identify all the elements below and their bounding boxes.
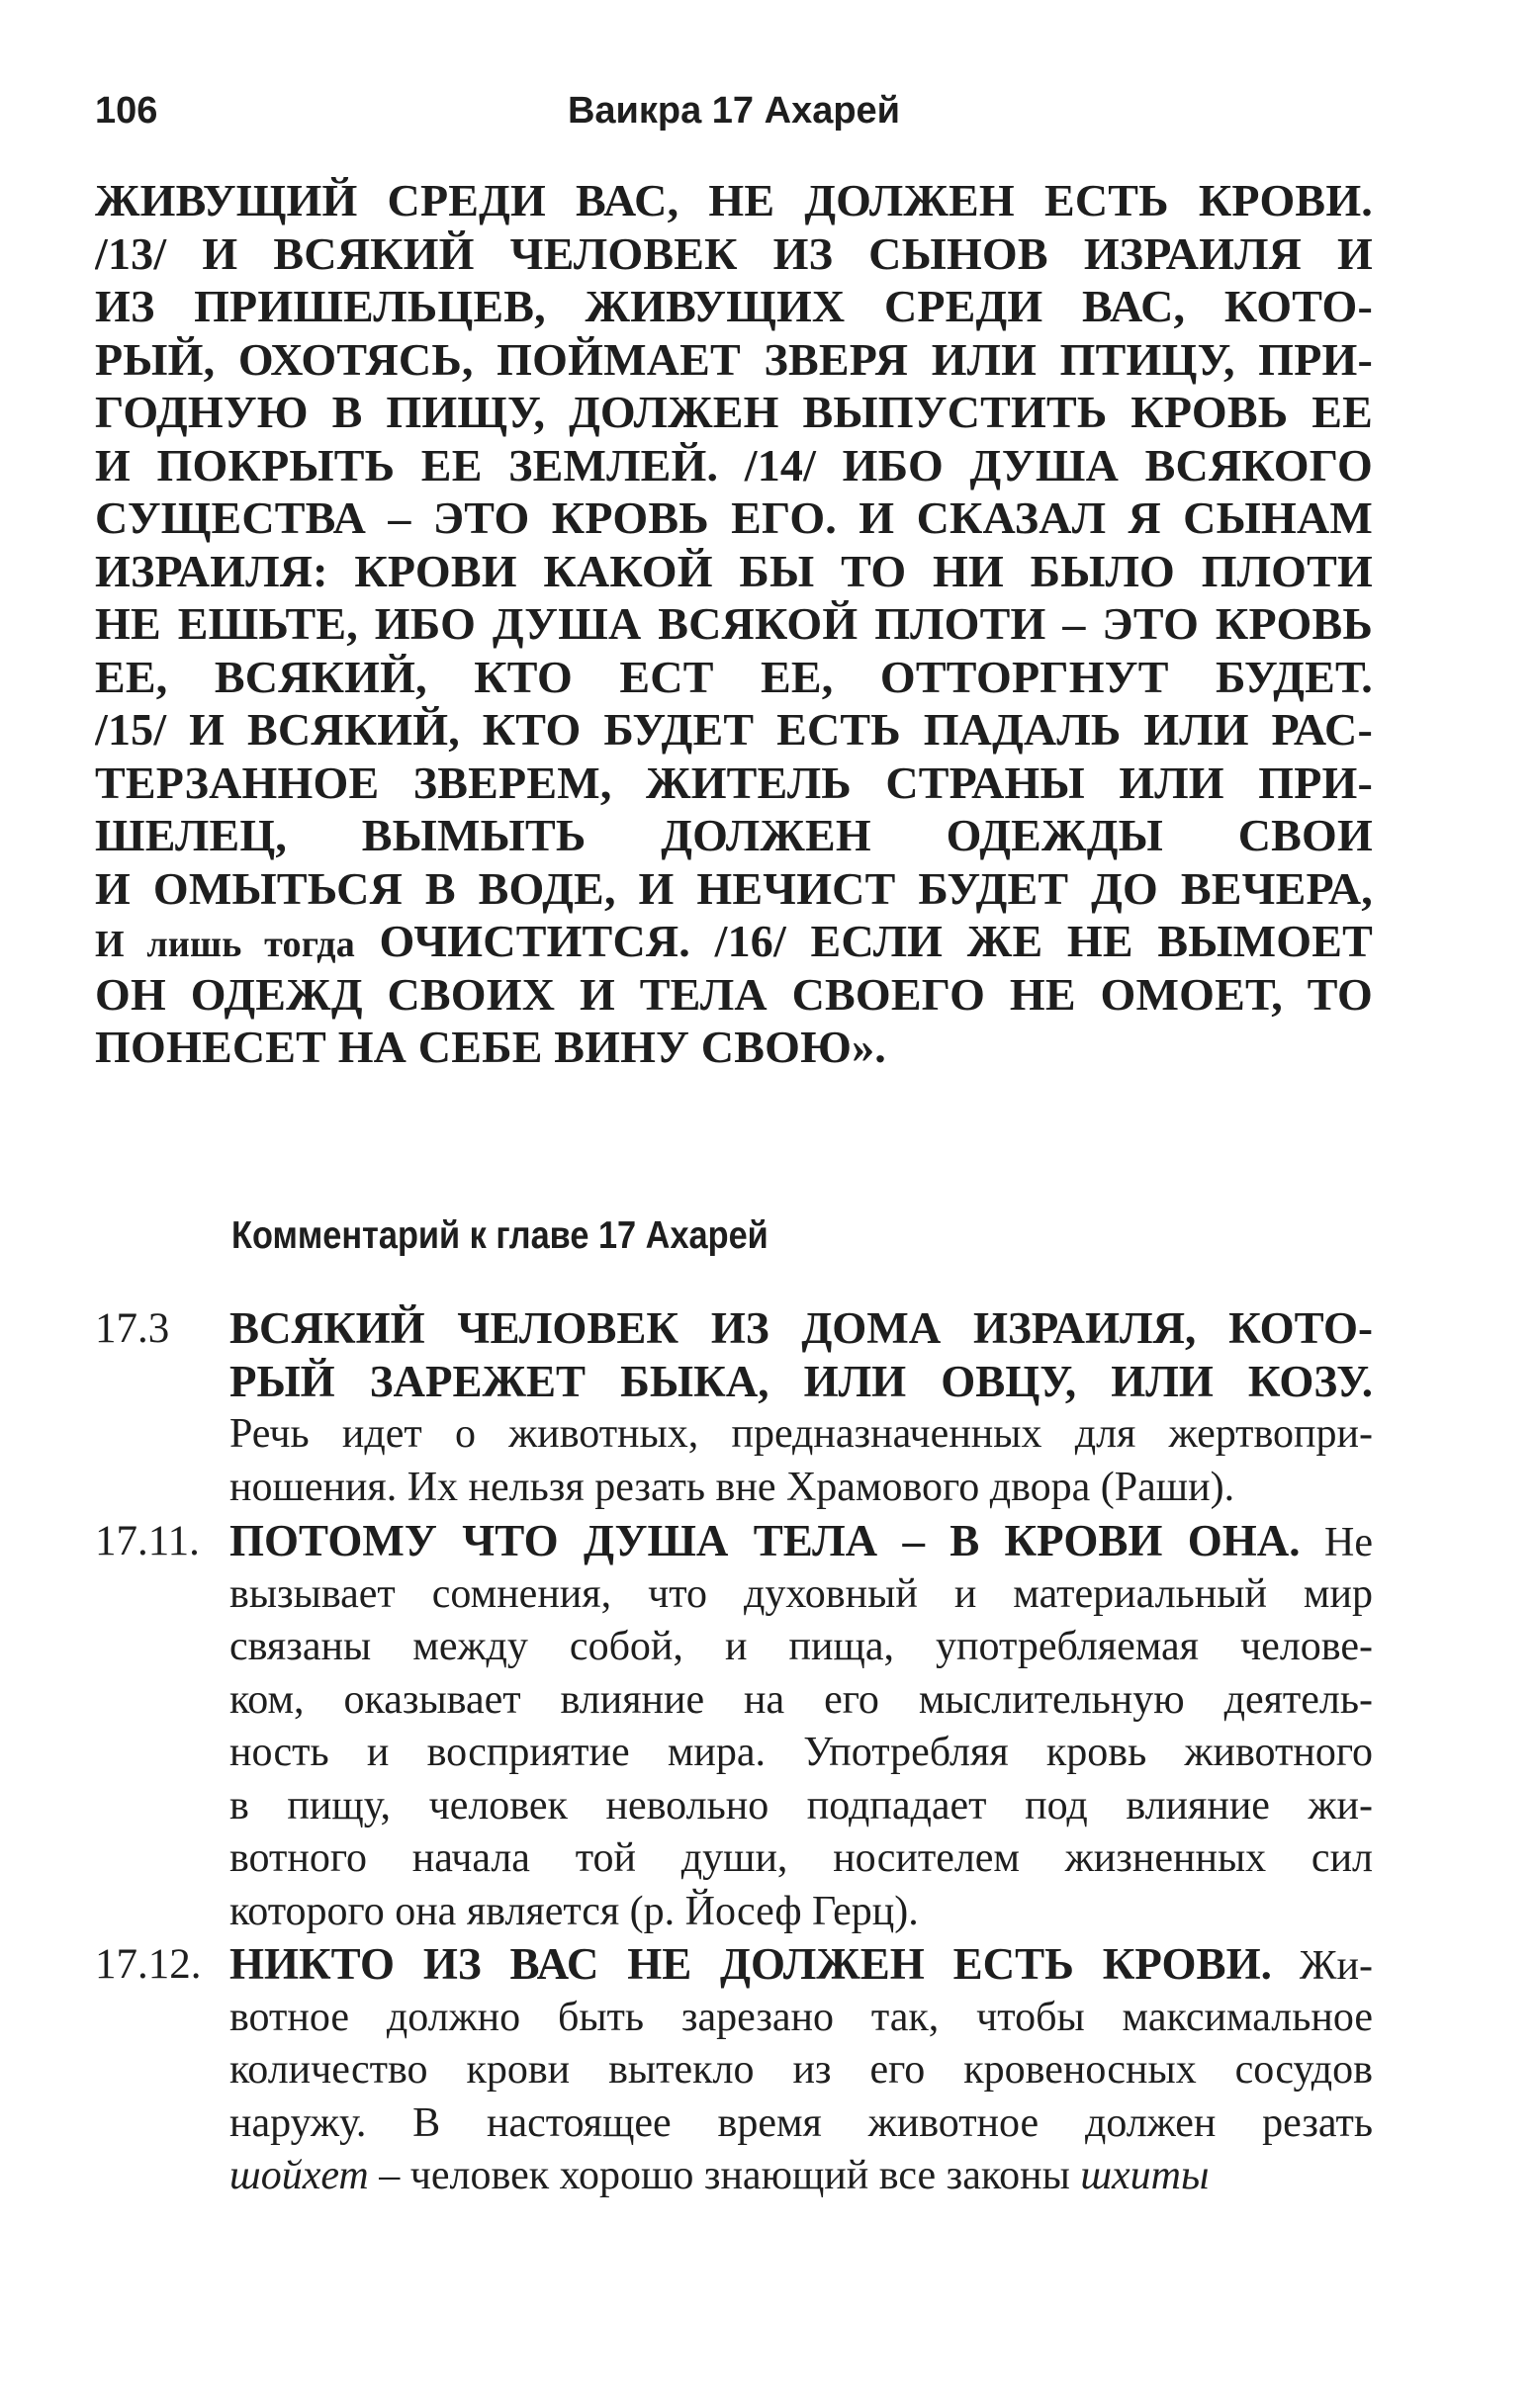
verse-line: ТЕРЗАННОЕ ЗВЕРЕМ, ЖИТЕЛЬ СТРАНЫ ИЛИ ПРИ- bbox=[95, 757, 1373, 808]
entry-number: 17.12. bbox=[95, 1941, 202, 1988]
verse-line: /15/ И ВСЯКИЙ, КТО БУДЕТ ЕСТЬ ПАДАЛЬ ИЛИ РАС- bbox=[95, 704, 1373, 755]
commentary-line: ношения. Их нельзя резать вне Храмового двора (Раши). bbox=[229, 1464, 1235, 1510]
verse-line: ЕЕ, ВСЯКИЙ, КТО ЕСТ ЕЕ, ОТТОРГНУТ БУДЕТ. bbox=[95, 651, 1373, 702]
small-caps-run: И лишь тогда bbox=[95, 924, 355, 965]
verse-line: РЫЙ, ОХОТЯСЬ, ПОЙМАЕТ ЗВЕРЯ ИЛИ ПТИЦУ, ПРИ- bbox=[95, 333, 1373, 385]
commentary-line: вызывает сомнения, что духовный и материальный мир bbox=[229, 1570, 1373, 1617]
commentary-line: НИКТО ИЗ ВАС НЕ ДОЛЖЕН ЕСТЬ КРОВИ. Жи- bbox=[229, 1939, 1373, 1989]
verse-line: И ПОКРЫТЬ ЕЕ ЗЕМЛЕЙ. /14/ ИБО ДУША ВСЯКОГО bbox=[95, 439, 1373, 491]
verse-line: ИЗ ПРИШЕЛЬЦЕВ, ЖИВУЩИХ СРЕДИ ВАС, КОТО- bbox=[95, 281, 1373, 331]
verse-line: ОН ОДЕЖД СВОИХ И ТЕЛА СВОЕГО НЕ ОМОЕТ, ТО bbox=[95, 968, 1373, 1020]
entry-body bbox=[229, 1938, 1373, 2203]
commentary-line: ность и восприятие мира. Употребляя кровь животного bbox=[229, 1730, 1373, 1775]
commentary-line: РЫЙ ЗАРЕЖЕТ БЫКА, ИЛИ ОВЦУ, ИЛИ КОЗУ. bbox=[229, 1356, 1373, 1406]
commentary-line: вотного начала той души, носителем жизненных сил bbox=[229, 1835, 1373, 1881]
verse-line: /13/ И ВСЯКИЙ ЧЕЛОВЕК ИЗ СЫНОВ ИЗРАИЛЯ И bbox=[95, 227, 1373, 279]
entry-body bbox=[229, 1302, 1373, 1514]
verse-line: ИЗРАИЛЯ: КРОВИ КАКОЙ БЫ ТО НИ БЫЛО ПЛОТИ bbox=[95, 545, 1373, 596]
page-number: 106 bbox=[95, 90, 158, 132]
commentary-line: в пищу, человек невольно подпадает под влияние жи- bbox=[229, 1782, 1373, 1828]
commentary-line: количество крови вытекло из его кровеносных сосудов bbox=[229, 2047, 1373, 2093]
italic-term: шойхет bbox=[229, 2153, 369, 2198]
commentary-line: связаны между собой, и пища, употребляемая челове- bbox=[229, 1624, 1373, 1669]
entry-body bbox=[229, 1515, 1373, 1938]
verse-line: ЖИВУЩИЙ СРЕДИ ВАС, НЕ ДОЛЖЕН ЕСТЬ КРОВИ. bbox=[95, 175, 1373, 225]
verse-line: ГОДНУЮ В ПИЩУ, ДОЛЖЕН ВЫПУСТИТЬ КРОВЬ ЕЕ bbox=[95, 387, 1373, 437]
lemma: ПОТОМУ ЧТО ДУША ТЕЛА – В КРОВИ ОНА. bbox=[229, 1516, 1301, 1565]
verse-text-block bbox=[95, 174, 1373, 1074]
verse-line: И ОМЫТЬСЯ В ВОДЕ, И НЕЧИСТ БУДЕТ ДО ВЕЧЕРА, bbox=[95, 862, 1373, 914]
verse-line: СУЩЕСТВА – ЭТО КРОВЬ ЕГО. И СКАЗАЛ Я СЫНАМ bbox=[95, 492, 1373, 543]
commentary-line: которого она является (р. Йосеф Герц). bbox=[229, 1888, 919, 1934]
commentary-line: шойхет – человек хорошо знающий все законы шхиты bbox=[229, 2153, 1210, 2198]
commentary-line: ПОТОМУ ЧТО ДУША ТЕЛА – В КРОВИ ОНА. Не bbox=[229, 1516, 1373, 1565]
italic-term: шхиты bbox=[1080, 2153, 1210, 2198]
verse-line: НЕ ЕШЬТЕ, ИБО ДУША ВСЯКОЙ ПЛОТИ – ЭТО КРОВЬ bbox=[95, 598, 1373, 649]
entry-number: 17.11. bbox=[95, 1518, 200, 1564]
commentary-line: ВСЯКИЙ ЧЕЛОВЕК ИЗ ДОМА ИЗРАИЛЯ, КОТО- bbox=[229, 1303, 1373, 1353]
verse-line: ПОНЕСЕТ НА СЕБЕ ВИНУ СВОЮ». bbox=[95, 1022, 886, 1072]
verse-line: И лишь тогда ОЧИСТИТСЯ. /16/ ЕСЛИ ЖЕ НЕ ВЫМОЕТ bbox=[95, 916, 1373, 966]
running-title: Ваикра 17 Ахарей bbox=[567, 90, 901, 132]
commentary-line: Речь идет о животных, предназначенных для жертвопри- bbox=[229, 1411, 1373, 1457]
commentary-line: ком, оказывает влияние на его мыслительную деятель- bbox=[229, 1676, 1373, 1723]
commentary-line: наружу. В настоящее время животное должен резать bbox=[229, 2099, 1373, 2146]
running-head bbox=[95, 83, 1373, 138]
commentary-line: вотное должно быть зарезано так, чтобы максимальное bbox=[229, 1994, 1373, 2040]
lemma: НИКТО ИЗ ВАС НЕ ДОЛЖЕН ЕСТЬ КРОВИ. bbox=[229, 1939, 1272, 1989]
verse-line: ШЕЛЕЦ, ВЫМЫТЬ ДОЛЖЕН ОДЕЖДЫ СВОИ bbox=[95, 810, 1373, 860]
entry-number: 17.3 bbox=[95, 1305, 170, 1352]
commentary-heading: Комментарий к главе 17 Ахарей bbox=[231, 1214, 768, 1257]
